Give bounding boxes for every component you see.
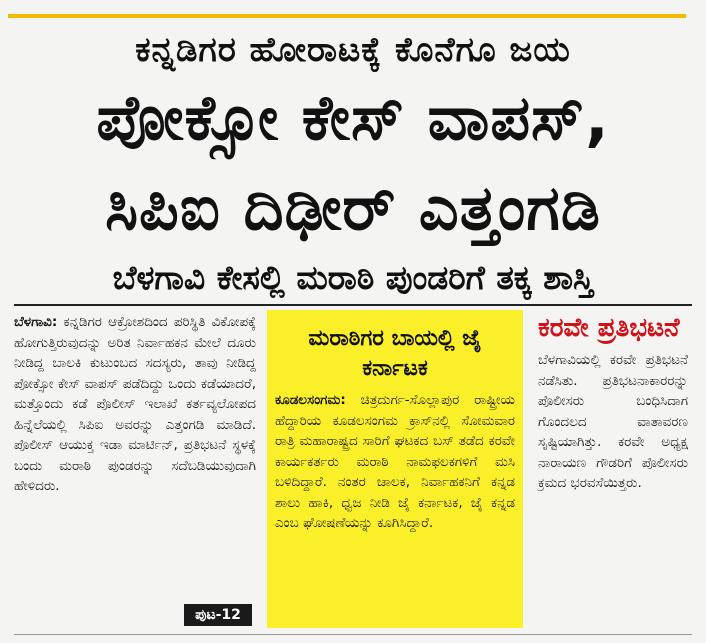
page-reference-tag: ಪುಟ-12: [184, 604, 252, 626]
main-headline-line-1: ಪೋಕ್ಸೋ ಕೇಸ್ ವಾಪಸ್,: [96, 81, 610, 154]
top-accent-rule: [8, 14, 686, 18]
left-body: ಕನ್ನಡಿಗರ ಆಕ್ರೋಶದಿಂದ ಪರಿಸ್ಥಿತಿ ವಿಕೋಪಕ್ಕೆ ಹೋಗುತ್ತಿರುವುದನ್ನು ಅರಿತ ನಿರ್ವಾಹಕನ ಮೇಲೆ ದೂರು ನೀಡಿದ್ದ ಬಾಲಕಿ ಕುಟುಂಬದ ಸದಸ್ಯರು, ತಾವು ನೀಡಿದ್ದ ಪೋಕ್ಸೋ ಕೇಸ್ ವಾಪಸ್ ಪಡೆದಿದ್ದು ಒಂದು ಕಡೆಯಾದರೆ, ಮತ್ತೊಂದು ಕಡೆ ಪೊಲೀಸ್ ಇಲಾಖೆ ಕರ್ತವ್ಯಲೋಪದ ಹಿನ್ನೆಲೆಯಲ್ಲಿ ಸಿಪಿಐ ಅವರನ್ನು ಎತ್ತಂಗಡಿ ಮಾಡಿದೆ. ಪೊಲೀಸ್ ಆಯುಕ್ತ ಇಡಾ ಮಾರ್ಟಿನ್, ಪ್ರತಿಭಟನೆ ಸ್ಥಳಕ್ಕೆ ಬಂದು ಮರಾಠಿ ಪುಂಡರನ್ನು ಸದೆಬಡಿಯುವುದಾಗಿ ಹೇಳಿದರು.: [14, 314, 256, 494]
box-dateline: ಕೂಡಲಸಂಗಮ:: [275, 392, 346, 408]
right-article-column: [538, 312, 688, 494]
box-body: ಚಿತ್ರದುರ್ಗ-ಸೊಲ್ಲಾಪುರ ರಾಷ್ಟ್ರೀಯ ಹೆದ್ದಾರಿಯ ಕೂಡಲಸಂಗಮ ಕ್ರಾಸ್‌ನಲ್ಲಿ ಸೋಮವಾರ ರಾತ್ರಿ ಮಹಾರಾಷ್ಟ್ರದ ಸಾರಿಗೆ ಘಟಕದ ಬಸ್ ತಡೆದ ಕರವೇ ಕಾರ್ಯಕರ್ತರು ಮರಾಠಿ ನಾಮಫಲಕಗಳಿಗೆ ಮಸಿ ಬಳಿದಿದ್ದಾರೆ. ನಂತರ ಚಾಲಕ, ನಿರ್ವಾಹಕನಿಗೆ ಕನ್ನಡ ಶಾಲು ಹಾಕಿ, ಧ್ವಜ ನೀಡಿ ಜೈ ಕರ್ನಾಟಕ, ಜೈ ಕನ್ನಡ ಎಂಬ ಘೋಷಣೆಯನ್ನು ಕೂಗಿಸಿದ್ದಾರೆ.: [275, 392, 515, 531]
right-body: ಬೆಳಗಾವಿಯಲ್ಲಿ ಕರವೇ ಪ್ರತಿಭಟನೆ ನಡೆಸಿತು. ಪ್ರತಿಭಟನಾಕಾರರನ್ನು ಪೊಲೀಸರು ಬಂಧಿಸಿದಾಗ ಗೊಂದಲದ ವಾತಾವರಣ ಸೃಷ್ಟಿಯಾಗಿತ್ತು. ಕರವೇ ಅಧ್ಯಕ್ಷ ನಾರಾಯಣ ಗೌಡರಿಗೆ ಪೊಲೀಸರು ಕ್ರಮದ ಭರವಸೆಯಿತ್ತರು.: [538, 352, 688, 491]
left-article-text: [14, 312, 256, 497]
left-article-column: [14, 312, 256, 497]
bottom-rule: [14, 634, 692, 635]
box-article-text: [275, 390, 515, 534]
box-title: ಮರಾಠಿಗರ ಬಾಯಲ್ಲಿ ಜೈ ಕರ್ನಾಟಕ: [308, 326, 482, 381]
subheadline: ಬೆಳಗಾವಿ ಕೇಸಲ್ಲಿ ಮರಾಠಿ ಪುಂಡರಿಗೆ ತಕ್ಕ ಶಾಸ್ತಿ: [112, 258, 594, 297]
column-divider-rule: [14, 304, 692, 306]
left-dateline: ಬೆಳಗಾವಿ:: [14, 314, 58, 330]
kicker-headline: ಕನ್ನಡಿಗರ ಹೋರಾಟಕ್ಕೆ ಕೊನೆಗೂ ಜಯ: [135, 30, 571, 70]
main-headline-line-2: ಸಿಪಿಐ ದಿಢೀರ್ ಎತ್ತಂಗಡಿ: [105, 171, 601, 244]
right-column-title: ಕರವೇ ಪ್ರತಿಭಟನೆ: [538, 313, 680, 343]
middle-highlight-box: [267, 310, 523, 628]
